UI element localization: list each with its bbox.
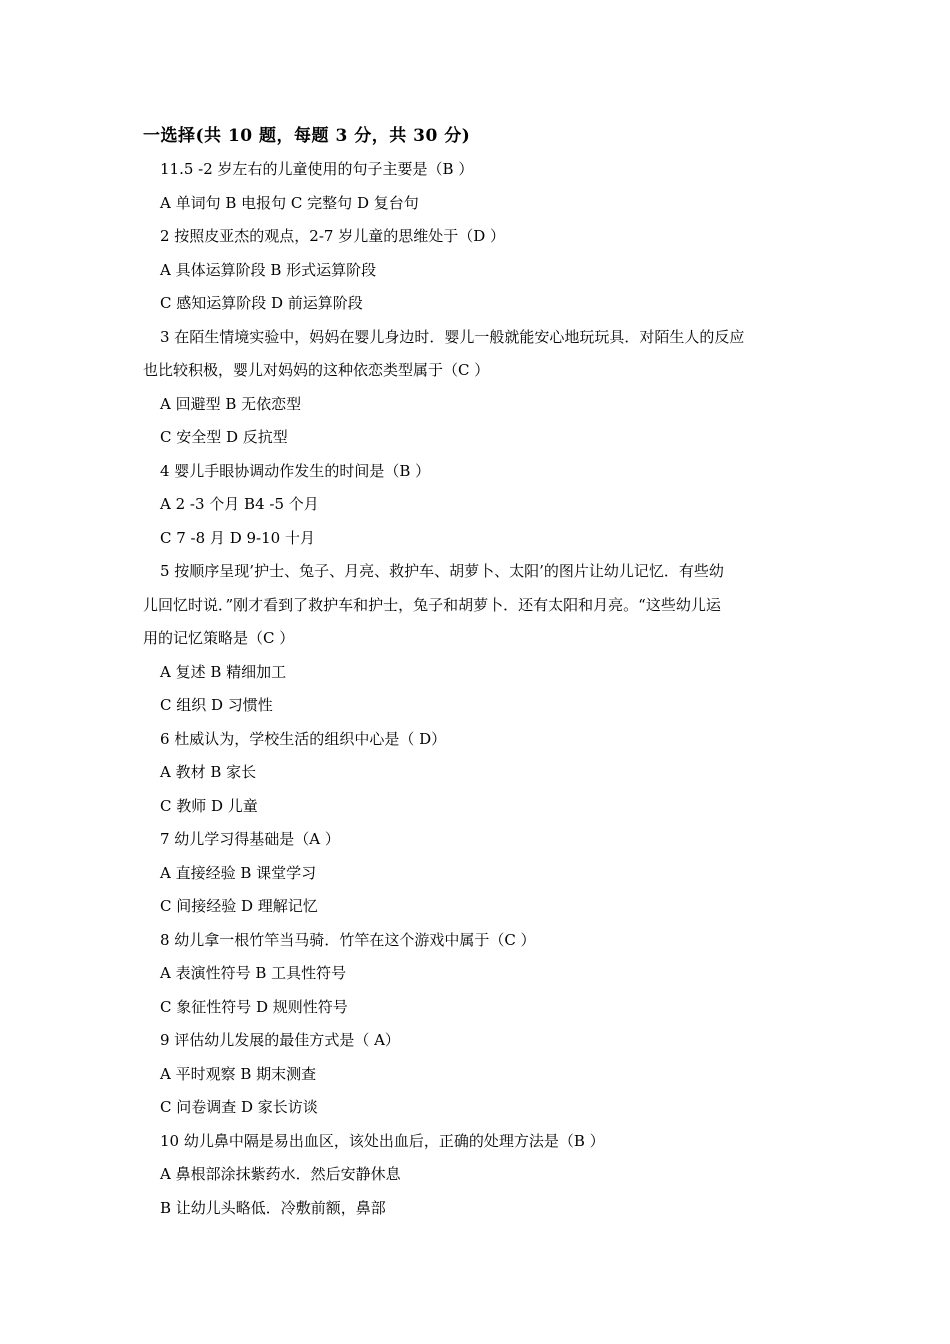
text-line: A 鼻根部涂抹紫药水．然后安静休息 — [160, 1165, 401, 1183]
text-line: A 直接经验 B 课堂学习 — [160, 863, 317, 882]
text-line: C 象征性符号 D 规则性符号 — [160, 997, 348, 1016]
text-line: 7 幼儿学习得基础是（A ） — [160, 830, 340, 848]
text-line: A 具体运算阶段 B 形式运算阶段 — [160, 260, 377, 279]
text-line: C 感知运算阶段 D 前运算阶段 — [160, 294, 363, 312]
text-line: C 安全型 D 反抗型 — [160, 428, 288, 446]
text-line: C 间接经验 D 理解记忆 — [160, 897, 318, 915]
text-line: A 2 -3 个月 B4 -5 个月 — [160, 495, 319, 513]
text-line: 3 在陌生情境实验中，妈妈在婴儿身边时．婴儿一般就能安心地玩玩具．对陌生人的反应 — [160, 327, 745, 346]
text-line: 5 按顺序呈现’护士、兔子、月亮、救护车、胡萝卜、太阳’的图片让幼儿记忆．有些幼 — [160, 562, 724, 580]
text-line: A 单词句 B 电报句 C 完整句 D 复台句 — [160, 193, 419, 212]
text-line: 儿回忆时说．”刚才看到了救护车和护士，兔子和胡萝卜．还有太阳和月亮。“这些幼儿运 — [143, 595, 721, 614]
text-line: 9 评估幼儿发展的最佳方式是（ A） — [160, 1031, 400, 1049]
text-line: C 7 -8 月 D 9-10 十月 — [160, 528, 315, 547]
text-line: 11.5 -2 岁左右的儿童使用的句子主要是（B ） — [160, 160, 474, 178]
text-line: 8 幼儿拿一根竹竿当马骑．竹竿在这个游戏中属于（C ） — [160, 930, 536, 949]
text-line: 10 幼儿鼻中隔是易出血区，该处出血后，正确的处理方法是（B ） — [160, 1131, 605, 1150]
text-line: B 让幼儿头略低．冷敷前额，鼻部 — [160, 1198, 386, 1217]
text-line: C 教师 D 儿童 — [160, 796, 258, 815]
section-heading: 一选择(共 10 题，每题 3 分，共 30 分) — [143, 126, 471, 146]
text-line: 6 杜威认为，学校生活的组织中心是（ D） — [160, 729, 447, 748]
text-line: C 组织 D 习惯性 — [160, 696, 273, 714]
text-line: A 教材 B 家长 — [160, 763, 257, 781]
text-line: 4 婴儿手眼协调动作发生的时间是（B ） — [160, 461, 431, 480]
text-line: A 表演性符号 B 工具性符号 — [160, 964, 347, 982]
text-line: 2 按照皮亚杰的观点，2-7 岁儿童的思维处于（D ） — [160, 227, 506, 245]
question-list — [0, 153, 950, 1225]
text-line: A 平时观察 B 期末测查 — [160, 1064, 317, 1083]
text-line: A 回避型 B 无依恋型 — [160, 394, 302, 413]
text-line: C 问卷调查 D 家长访谈 — [160, 1098, 318, 1116]
text-line: A 复述 B 精细加工 — [160, 662, 287, 681]
text-line: 也比较积极，婴儿对妈妈的这种依恋类型属于（C ） — [143, 361, 490, 379]
text-line: 用的记忆策略是（C ） — [143, 629, 295, 647]
